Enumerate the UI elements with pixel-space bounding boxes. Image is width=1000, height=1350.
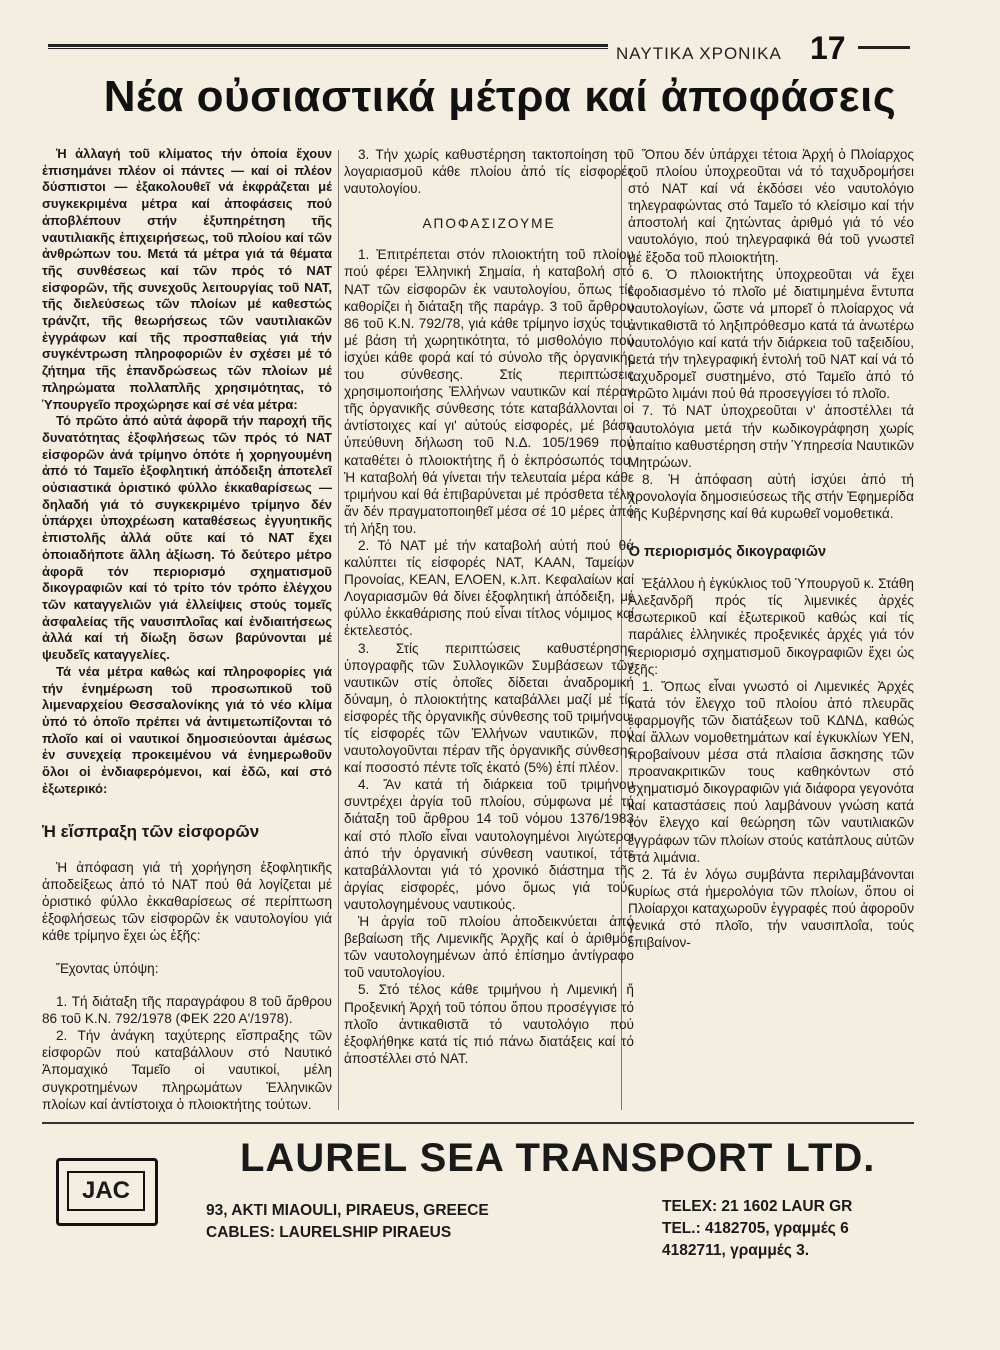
intro-paragraph: Τό πρῶτο ἀπό αὐτά ἀφορᾶ τήν παροχή τῆς δυνατότητας ἐξοφλήσεως τῶν πρός τό ΝΑΤ εἰσφορῶν ἀνά τρίμηνο ὁπότε ἡ χορηγουμένη ἀπό τό Ταμεῖο ἐξοφλητική ἀπόδειξη ἀποτελεῖ οὐσιαστικά ὁριστικό φύλλο ἐκκαθαρίσεως — δηλαδή γιά τό συγκεκριμένο τρίμηνο δέν ὑπάρχει ὑποχρέωση καταθέσεως ἐγγυητικῆς ἐπιστολῆς ἀλλά οὔτε καί τό ΝΑΤ ἔχει ὁποιαδήποτε ἄλλη ἀξίωση. Τό δεύτερο μέτρο ἀφορᾶ τόν περιορισμό σχηματισμοῦ δικογραφιῶν καί τό τρίτο τόν τρόπο ἐλέγχου τῶν καταγγελιῶν γιά ἐλλείψεις στούς τομεῖς ἀσφαλείας τῆς ναυσιπλοΐας καί ἐνδιαιτήσεως ἀλλά καί τή δίωξη ὅσων βαρύνονται μέ ψευδεῖς καταγγελίες. bbox=[42, 413, 332, 663]
decision-item: Ὅπου δέν ὑπάρχει τέτοια Ἀρχή ὁ Πλοίαρχος τοῦ πλοίου ὑποχρεοῦται νά τό ταχυδρομήσει στό ΝΑΤ καί νά ἐκδόσει νέο ναυτολόγιο τηλεγραφώντας στό Ταμεῖο τό κλείσιμο καί τήν ἀποστολή καί ζητώντας ἀριθμό γιά τό νέο ναυτολόγιο, πού τηλεγραφικά θά τοῦ γνωστεῖ μέ ἔξοδα τοῦ πλοιοκτήτη. bbox=[628, 147, 914, 265]
advert-telex: TELEX: 21 1602 LAUR GR bbox=[662, 1198, 853, 1215]
intro-paragraph: Ἡ ἀλλαγή τοῦ κλίματος τήν ὁποία ἔχουν ἐπισημάνει πλέον οἱ πάντες — καί οἱ πλέον δύσπιστοι — ἐξακολουθεῖ νά ἐκφράζεται μέ συγκεκριμένα μέτρα καί ἀποφάσεις πού ἀποβλέπουν στήν ἐξυπηρέτηση τῆς ναυτιλιακῆς ἐπιχειρήσεως, τοῦ πλοίου καί τῶν ἀνθρώπων του. Μετά τά μέτρα γιά τά θέματα τῆς συνθέσεως καί τῶν πρός τό ΝΑΤ εἰσφορῶν, τῆς συνεχοῦς λειτουργίας τοῦ ΝΑΤ, τῆς διελεύσεως τῶν πλοίων μέ καθεστώς τράνζιτ, τῆς θεωρήσεως τῶν ναυτιλιακῶν ἐγγράφων καί τῆς προσπαθείας γιά τήν συγκέντρωση πληροφοριῶν ἐν σχέσει μέ τό ζήτημα τῆς ἐπανδρώσεως τῶν πλοίων μέ πληρώματα πολλαπλῆς χρησιμότητας, τό Ὑπουργεῖο προχώρησε καί σέ νέα μέτρα: bbox=[42, 146, 332, 412]
advert-address: 93, AKTI MIAOULI, PIRAEUS, GREECE bbox=[206, 1202, 489, 1219]
list-item: 2. Τήν ἀνάγκη ταχύτερης εἴσπραξης τῶν εἰσφορῶν πού καταβάλλουν στό Ναυτικό Ἀπομαχικό Ταμεῖο οἱ ναυτικοί, μέλη συγκροτημένων πληρωμάτων Ἑλληνικῶν πλοίων καί ἀντίστοιχα ὁ πλοιοκτήτης τούτων. bbox=[42, 1028, 332, 1112]
header-rule-thin bbox=[48, 48, 608, 49]
advert-cables: CABLES: LAURELSHIP PIRAEUS bbox=[206, 1224, 452, 1241]
column-2 bbox=[344, 146, 634, 1114]
article-intro bbox=[42, 146, 332, 797]
logo-text: JAC bbox=[67, 1171, 145, 1211]
intro-paragraph: Τά νέα μέτρα καθώς καί πληροφορίες γιά τήν ἐνημέρωση τοῦ προσωπικοῦ τοῦ λιμεναρχείου Θεσσαλονίκης γιά τό νέο κλίμα ὑπό τό ὁποῖο πρέπει νά ἀντιμετωπίζονται τό πλοῖο καί οἱ ναυτικοί δημοσιεύονται ἀμέσως ἐν συνεχείᾳ προκειμένου νά ἐνημερωθοῦν ὅλοι οἱ ἐνδιαφερόμενοι, καί ἐδῶ, καί στό ἐξωτερικό: bbox=[42, 663, 332, 796]
decision-item: 8. Ἡ ἀπόφαση αὐτή ἰσχύει ἀπό τή χρονολογία δημοσιεύσεως τῆς στήν Ἐφημερίδα τῆς Κυβέρνησης καί θά κυρωθεῖ νομοθετικά. bbox=[628, 471, 914, 521]
jac-logo bbox=[56, 1158, 158, 1226]
paragraph: Ἡ ἀπόφαση γιά τή χορήγηση ἐξοφλητικῆς ἀποδείξεως ἀπό τό ΝΑΤ πού θά λογίζεται μέ ὁριστικό φύλλο ἐκκαθαρίσεως σέ περίπτωση ἐξοφλήσεως τῶν εἰσφορῶν ἐκ ναυτολογίου γιά κάθε τρίμηνο ἔχει ὡς ἑξῆς: bbox=[42, 859, 332, 943]
page-number: 17 bbox=[810, 30, 846, 66]
header-rule bbox=[48, 44, 608, 47]
paragraph: Ἐξάλλου ἡ ἐγκύκλιος τοῦ Ὑπουργοῦ κ. Στάθη Ἀλεξανδρῆ πρός τίς λιμενικές ἀρχές ἐσωτερικοῦ καί ἐξωτερικοῦ καθώς καί τίς παράλιες ἑλληνικές προξενικές ἀρχές γιά τόν περιορισμό σχηματισμοῦ δικογραφιῶν ἔχει ὡς ἑξῆς: bbox=[628, 576, 914, 677]
decision-item: 1. Ἐπιτρέπεται στόν πλοιοκτήτη τοῦ πλοίου πού φέρει Ἑλληνική Σημαία, ἡ καταβολή στό ΝΑΤ τῶν εἰσφορῶν ἐκ ναυτολογίου, ὅπως τίς καθορίζει ἡ διάταξη τῆς παράγρ. 3 τοῦ ἄρθρου 86 τοῦ Κ.Ν. 792/78, γιά κάθε τρίμηνο ἰσχύς του, μέ βάση τή χωρητικότητα, τό μισθολόγιο πού ἰσχύει κάθε φορά καί τό σύνολο τῆς ὀργανικής του σύνθεσης. Στίς περιπτώσεις χρησιμοποιήσης Ἑλλήνων ναυτικῶν καί πέραν τῆς ὀργανικῆς σύνθεσης τότε καταβάλλονται οἱ ἀντίστοιχες καί γι' αὐτούς εἰσφορές, μέ βάση ὑπεύθυνη δήλωση τοῦ Ν.Δ. 105/1969 πού καταθέτει ὁ πλοιοκτήτης ἤ ὁ ἐκπρόσωπός του. Ἡ καταβολή θά γίνεται τήν τελευταία μέρα κάθε τριμήνου καί θά ἐπιβαρύνεται μέ πρόσθετα τέλη ἄν δέν πραγματοποιηθεῖ μέσα σέ 10 μέρες ἀπό τή λήξη του. bbox=[344, 247, 634, 536]
advert-tel-2: 4182711, γραμμές 3. bbox=[662, 1242, 810, 1259]
list-item: 1. Τή διάταξη τῆς παραγράφου 8 τοῦ ἄρθρου 86 τοῦ Κ.Ν. 792/1978 (ΦΕΚ 220 Α'/1978). bbox=[42, 994, 332, 1027]
decision-item: 5. Στό τέλος κάθε τριμήνου ἡ Λιμενική ἤ Προξενική Ἀρχή τοῦ τόπου ὅπου προσέγγισε τό πλοῖο ἀντικαθιστᾶ τό ναυτολόγιο πού ἐξοφλήθηκε κατά τίς πιό πάνω διατάξεις καί τό ἀποστέλλει στό ΝΑΤ. bbox=[344, 982, 634, 1066]
advert-rule bbox=[42, 1122, 914, 1124]
advert-address-block bbox=[206, 1200, 489, 1244]
advert-tel-1: TEL.: 4182705, γραμμές 6 bbox=[662, 1220, 849, 1237]
header-rule-right bbox=[858, 46, 910, 49]
running-title: ΝΑΥΤΙΚΑ ΧΡΟΝΙΚΑ bbox=[616, 44, 782, 63]
list-item: 3. Τήν χωρίς καθυστέρηση τακτοποίηση τοῦ λογαριασμοῦ κάθε πλοίου ἀπό τίς εἰσφορές ναυτολογίου. bbox=[344, 147, 634, 197]
decision-item: 7. Τό ΝΑΤ ὑποχρεοῦται ν' ἀποστέλλει τά ναυτολόγια μετά τήν κωδικογράφηση χωρίς ὑπαίτιο καθυστέρηση στήν Ὑπηρεσία Ναυτικῶν Μητρώων. bbox=[628, 403, 914, 470]
paragraph: 1. Ὅπως εἶναι γνωστό οἱ Λιμενικές Ἀρχές κατά τόν ἔλεγχο τοῦ πλοίου ἀπό πλευρᾶς ἐφαρμογῆς τῶν διατάξεων τοῦ ΚΔΝΔ, καθώς καί ἄλλων νομοθετημάτων καί ἐγκυκλίων ΥΕΝ, προβαίνουν μέσα στά πλαίσια ἄσκησης τῶν προανακριτικῶν τους καθηκόντων στό σχηματισμό δικογραφιῶν γιά διάφορα γεγονότα καί καταστάσεις πού λαμβάνουν γνώση κατά τόν ἔλεγχο καί θεώρηση τῶν ναυτιλιακῶν ἐγγράφων τῶν πλοίων στούς κατάπλους αὐτῶν στά λιμάνια. bbox=[628, 678, 914, 865]
paragraph: 2. Τά ἐν λόγω συμβάντα περιλαμβάνονται κυρίως στά ἡμερολόγια τῶν πλοίων, ὅπου οἱ Πλοίαρχοι καταχωροῦν ἐγγραφές πού ἀφοροῦν γενικά στό πλοῖο, τήν ναυσιπλοΐα, τούς ἐπιβαίνον- bbox=[628, 866, 914, 951]
section-heading: Ὁ περιορισμός δικογραφιῶν bbox=[628, 544, 827, 561]
paragraph: Ἔχοντας ὑπόψη: bbox=[56, 960, 159, 976]
advert-contact-block bbox=[662, 1196, 852, 1262]
advert-company-name: LAUREL SEA TRANSPORT LTD. bbox=[240, 1136, 876, 1180]
column-3 bbox=[628, 146, 914, 1114]
decision-item: 4. Ἄν κατά τή διάρκεια τοῦ τριμήνου συντρέχει ἀργία τοῦ πλοίου, σύμφωνα μέ τή διάταξη τοῦ ἄρθρου 14 τοῦ νόμου 1376/1983 καί στό πλοῖο εἶναι ναυτολογημένοι λιγώτεροι ἀπό τήν ὀργανική σύνθεση ναυτικοί, τότε καταβάλλονται γιά τό χρονικό διάστημα τῆς ἀργίας εἰσφορές, μόνο ὅμως γιά τούς ναυτολογημένους ναυτικούς. bbox=[344, 777, 634, 912]
decision-item: 6. Ὁ πλοιοκτήτης ὑποχρεοῦται νά ἔχει ἐφοδιασμένο τό πλοῖο μέ διατιμημένα ἔντυπα ναυτολογίων, ὥστε νά μπορεῖ ὁ πλοίαρχος νά ἀντικαθιστᾶ τό ληξιπρόθεσμο κατά τά ἀνωτέρω ναυτολόγιο καί κατά τήν διάρκεια τοῦ ταξειδίου, μετά τήν τηλεγραφική ἐντολή τοῦ ΝΑΤ καί νά τό ταχυδρομεῖ συστημένο, στό Ταμεῖο ἀπό τό πρῶτο λιμάνι πού θά προσεγγίσει τό πλοῖο. bbox=[628, 266, 914, 402]
section-heading: Ἡ εἴσπραξη τῶν εἰσφορῶν bbox=[42, 822, 260, 842]
column-divider bbox=[338, 150, 339, 1110]
decision-item: 2. Τό ΝΑΤ μέ τήν καταβολή αὐτή πού θά καλύπτει τίς εἰσφορές ΝΑΤ, ΚΑΑΝ, Ταμείων Προνοίας, ΚΕΑΝ, ΕΛΟΕΝ, κ.λπ. Κεφαλαίων καί Λογαριασμῶν θά δίνει ἐξοφλητική ἀπόδειξη, μέ φύλλο ἐκκαθάρισης πού εἶναι τίτλος νόμιμος καί ἐκτελεστός. bbox=[344, 537, 634, 639]
decision-item: 3. Στίς περιπτώσεις καθυστέρησης ὑπογραφῆς τῶν Συλλογικῶν Συμβάσεων τῶν ναυτικῶν στίς ὁποῖες δίδεται ἀναδρομική δύναμη, ὁ πλοιοκτήτης καταβάλλει μαζί μέ τίς εἰσφορές τῆς ὀργανικῆς σύνθεσης τοῦ τριμήνου, τίς εἰσφορές τῶν Ἑλλήνων ναυτικῶν, πού ναυτολογοῦνται πέραν τῆς ὀργανικῆς σύνθεσης καί ποσοστό πέντε τοῖς ἑκατό (5%) ἐπί πλέον. bbox=[344, 640, 634, 776]
column-1 bbox=[42, 146, 332, 1114]
decision-item: Ἡ ἀργία τοῦ πλοίου ἀποδεικνύεται ἀπό βεβαίωση τῆς Λιμενικῆς Ἀρχῆς καί ὁ ἀριθμός τῶν ναυτολογημένων ἀπό ἐπίσημο ἀντίγραφο τοῦ ναυτολογίου. bbox=[344, 914, 634, 981]
article-title: Νέα οὐσιαστικά μέτρα καί ἀποφάσεις bbox=[103, 72, 897, 121]
decision-heading: ΑΠΟΦΑΣΙΖΟΥΜΕ bbox=[422, 216, 556, 232]
